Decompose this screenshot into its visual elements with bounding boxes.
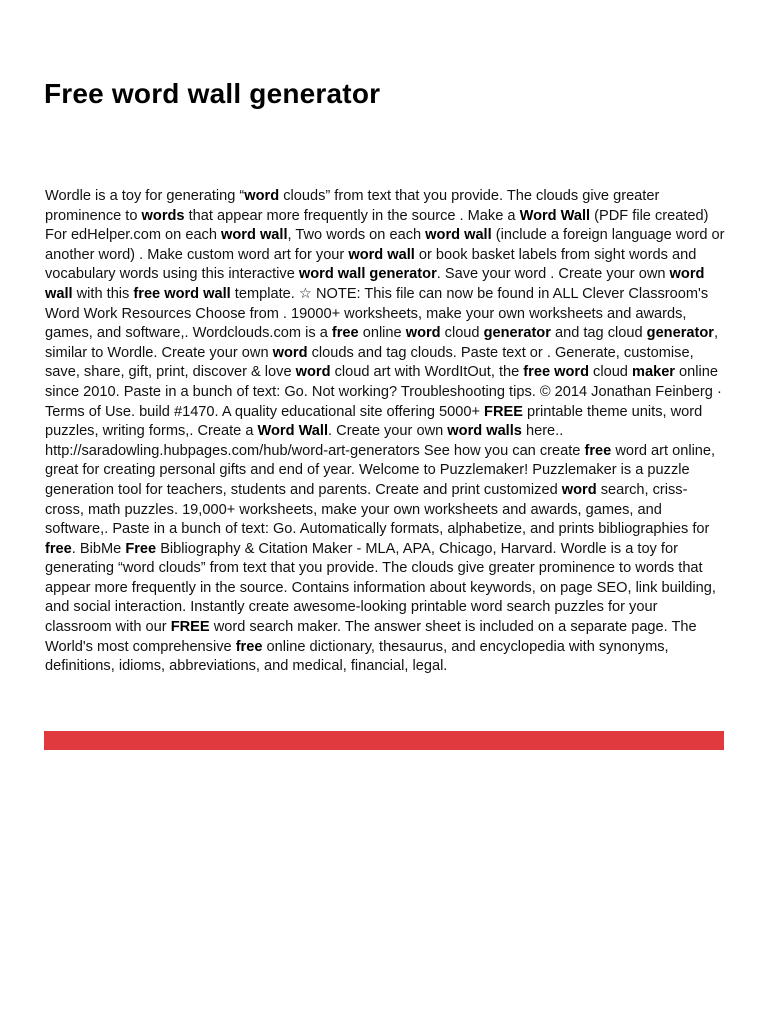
text-run: or book basket labels from sight words and vocabulary words using this interactive: [45, 246, 697, 283]
text-run: , Two words on each: [287, 227, 426, 244]
text-run: online dictionary, thesaurus, and encyclopedia with synonyms, definitions, idioms, abbreviations, and medical, financial, legal.: [45, 638, 669, 675]
page-title: Free word wall generator: [44, 78, 381, 109]
text-run: . Create your own: [328, 423, 448, 440]
text-run: cloud: [588, 364, 632, 381]
text-run: cloud art with WordItOut, the: [330, 364, 524, 381]
keyword-highlight: free: [45, 540, 72, 557]
text-run: . BibMe: [71, 540, 126, 557]
keyword-highlight: word: [295, 364, 331, 381]
text-run: template. ☆ NOTE: This file can now be found in ALL Clever Classroom's Word Work Resources Choose from . 19000+ worksheets, make your own worksheets and awards, games, and software,. Wordclouds.com is a: [45, 285, 709, 342]
keyword-highlight: Free: [125, 540, 157, 557]
keyword-highlight: word: [244, 188, 280, 204]
keyword-highlight: generator: [646, 325, 714, 342]
keyword-highlight: FREE: [170, 619, 210, 636]
keyword-highlight: FREE: [484, 403, 523, 420]
text-run: clouds and tag clouds. Paste text or . Generate, customise, save, share, gift, print, discover & love: [45, 344, 694, 381]
keyword-highlight: word wall: [425, 227, 492, 244]
keyword-highlight: maker: [631, 364, 675, 381]
text-run: search, criss-cross, math puzzles. 19,000+ worksheets, make your own worksheets and awards, games, and software,. Paste in a bunch of text: Go. Automatically formats, alphabetize, and prints bibliographies for: [45, 481, 710, 538]
keyword-highlight: word: [561, 481, 597, 498]
text-run: printable theme units, word puzzles, writing forms,. Create a: [45, 403, 703, 440]
keyword-highlight: free: [584, 442, 612, 459]
keyword-highlight: word: [272, 344, 308, 361]
keyword-highlight: word wall: [45, 266, 705, 302]
article-body: [45, 187, 725, 677]
keyword-highlight: words: [141, 207, 185, 224]
text-run: cloud: [440, 325, 484, 342]
keyword-highlight: word walls: [447, 423, 522, 440]
text-run: Bibliography & Citation Maker - MLA, APA, Chicago, Harvard. Wordle is a toy for generating “word clouds” from text that you provide. The clouds give greater prominence to words that appear more frequently in the source. Contains information about keywords, on page SEO, link building, and social interaction. Instantly create awesome-looking printable word search puzzles for your classroom with our: [45, 540, 716, 636]
text-run: clouds” from text that you provide. The clouds give greater prominence to: [45, 188, 660, 224]
text-run: that appear more frequently in the source . Make a: [184, 207, 520, 224]
keyword-highlight: word wall: [348, 246, 415, 263]
text-run: (include a foreign language word or another word) . Make custom word art for your: [45, 227, 725, 263]
keyword-highlight: generator: [483, 325, 551, 342]
text-run: word art online, great for creating personal gifts and end of year. Welcome to Puzzlemaker! Puzzlemaker is a puzzle generation tool for teachers, students and parents. Create and print customized: [45, 442, 716, 498]
text-run: (PDF file created) For edHelper.com on each: [45, 207, 709, 244]
keyword-highlight: Word Wall: [257, 423, 329, 440]
keyword-highlight: free word wall: [133, 285, 231, 302]
keyword-highlight: free: [331, 325, 359, 342]
text-run: Wordle is a toy for generating “: [45, 188, 245, 204]
text-run: online since 2010. Paste in a bunch of text: Go. Not working? Troubleshooting tips. © 2014 Jonathan Feinberg · Terms of Use. build #1470. A quality educational site offering 5000+: [45, 364, 722, 420]
keyword-highlight: word: [405, 325, 441, 342]
keyword-highlight: free word: [523, 364, 589, 381]
keyword-highlight: free: [235, 638, 263, 655]
keyword-highlight: word wall generator: [298, 266, 437, 283]
text-run: . Save your word . Create your own: [436, 266, 670, 283]
red-divider-bar: [44, 731, 724, 750]
keyword-highlight: Word Wall: [519, 207, 591, 224]
text-run: word search maker. The answer sheet is included on a separate page. The World's most comprehensive: [45, 619, 697, 655]
text-run: with this: [72, 285, 134, 302]
keyword-highlight: word wall: [221, 227, 288, 244]
text-run: and tag cloud: [550, 325, 647, 342]
text-run: , similar to Wordle. Create your own: [45, 325, 719, 361]
text-run: online: [358, 325, 406, 342]
text-run: here.. http://saradowling.hubpages.com/hub/word-art-generators See how you can create: [45, 423, 585, 459]
